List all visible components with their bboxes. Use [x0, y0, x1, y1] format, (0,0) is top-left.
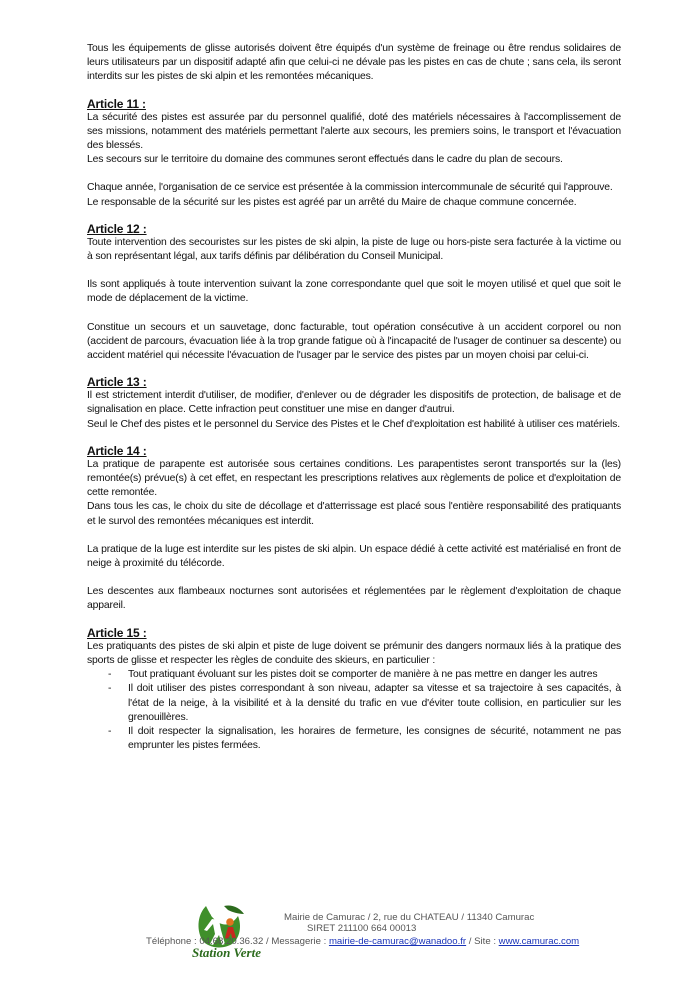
spacer: [87, 529, 621, 543]
article-12-paragraph-2: Ils sont appliqués à toute intervention suivant la zone correspondante quel que soit le moyen utilisé et quel que soit le mode de déplacement de la victime.: [87, 279, 621, 305]
footer-siret: SIRET 211100 664 00013: [307, 923, 417, 934]
article-title: Article 13: [87, 375, 140, 390]
spacer: [87, 264, 621, 278]
station-verte-logo: [188, 900, 264, 960]
list-item: [87, 725, 621, 753]
footer-site-label: / Site :: [466, 936, 499, 947]
list-item: [87, 682, 621, 725]
article-13-paragraph-1: Il est strictement interdit d'utiliser, de modifier, d'enlever ou de dégrader les dispositifs de protection, de balisage et de signalisation en place. Cette infraction peut constituer une mise en danger d'autrui.: [87, 390, 621, 416]
spacer: [87, 571, 621, 585]
intro-paragraph: Tous les équipements de glisse autorisés doivent être équipés d'un système de freinage ou être rendus solidaires de leurs utilisateurs par un dispositif adapté afin que celui-ci ne dévale pas les pistes en cas de chute ; sans cela, ils seront interdits sur les pistes de ski alpin et les remontées mécaniques.: [87, 43, 621, 83]
regulation-text: [87, 42, 621, 753]
dash-bullet: -: [108, 669, 112, 681]
title-colon: :: [139, 625, 147, 640]
article-13-heading: [87, 375, 621, 389]
article-title: Article 15: [87, 625, 140, 640]
article-title: Article 12: [87, 221, 140, 236]
article-title: Article 11: [87, 96, 139, 111]
logo-wordmark: Station Verte: [192, 945, 261, 960]
title-colon: :: [139, 375, 147, 390]
title-colon: :: [138, 96, 146, 111]
article-title: Article 14: [87, 443, 140, 458]
article-11-paragraph-4: Le responsable de la sécurité sur les pistes est agréé par un arrêté du Maire de chaque commune concernée.: [87, 196, 577, 208]
list-item: [87, 668, 621, 682]
article-15-heading: [87, 626, 621, 640]
article-11-paragraph-1: La sécurité des pistes est assurée par du personnel qualifié, doté des matériels nécessaires à l'accomplissement de ses missions, notamment des matériels permettant l'alerte aux secours, les premiers soins, le transport et l'évacuation des blessés.: [87, 111, 621, 152]
list-item-text: Il doit utiliser des pistes correspondant à son niveau, adapter sa vitesse et sa trajectoire à ses capacités, à l'état de la neige, à la visibilité et à la densité du trafic en vue d'éviter toute collision, en particulier sur les grenouillères.: [128, 683, 621, 723]
article-12-paragraph-1: Toute intervention des secouristes sur les pistes de ski alpin, la piste de luge ou hors-piste sera facturée à la victime ou à son représentant légal, aux tarifs définis par délibération du Conseil Municipal.: [87, 236, 621, 263]
footer-phone: Téléphone : 04.68.20.36.32 / Messagerie :: [146, 936, 329, 947]
title-colon: :: [139, 221, 147, 236]
title-colon: :: [139, 443, 147, 458]
article-13-paragraph-2: Seul le Chef des pistes et le personnel du Service des Pistes et le Chef d'exploitation est habilité à utiliser ces matériels.: [87, 418, 620, 430]
article-11-paragraph-3: Chaque année, l'organisation de ce service est présentée à la commission intercommunale de sécurité qui l'approuve.: [87, 182, 613, 194]
article-11-paragraph-2: Les secours sur le territoire du domaine des communes seront effectués dans le cadre du plan de secours.: [87, 154, 563, 166]
article-12-paragraph-3: Constitue un secours et un sauvetage, donc facturable, tout opération consécutive à un accident corporel ou non (accident de parcours, évacuation liée à la trop grande fatigue où à l'incapacité de l'usager de continuer sa descente) ou accident matériel qui nécessite l'évacuation de l'usager par le service des pistes par un moyen choisi par celui-ci.: [87, 321, 621, 362]
dash-bullet: -: [108, 683, 112, 695]
footer-contact: [146, 936, 579, 947]
article-14-paragraph-4: Les descentes aux flambeaux nocturnes sont autorisées et réglementées par le règlement d'exploitation de chaque appareil.: [87, 586, 621, 612]
page-footer: [0, 900, 700, 990]
list-item-text: Tout pratiquant évoluant sur les pistes doit se comporter de manière à ne pas mettre en danger les autres: [128, 669, 598, 681]
article-15-rules-list: [87, 668, 621, 753]
footer-website-link[interactable]: www.camurac.com: [498, 936, 580, 947]
article-14-paragraph-3: La pratique de la luge est interdite sur les pistes de ski alpin. Un espace dédié à cette activité est matérialisé en front de neige à proximité du télécorde.: [87, 543, 621, 570]
station-verte-logo-icon: [188, 900, 264, 960]
article-14-paragraph-1: La pratique de parapente est autorisée sous certaines conditions. Les parapentistes seront transportés sur la (les) remontée(s) prévue(s) à cet effet, en respectant les prescriptions relatives aux règlements de police et d'exploitation de cette remontée.: [87, 458, 621, 499]
article-14-heading: [87, 444, 621, 458]
article-15-paragraph-1: Les pratiquants des pistes de ski alpin et piste de luge doivent se prémunir des dangers normaux liés à la pratique des sports de glisse et respecter les règles de conduite des skieurs, en particulier :: [87, 640, 621, 666]
article-12-heading: [87, 222, 621, 236]
article-11-heading: [87, 97, 621, 111]
list-item-text: Il doit respecter la signalisation, les horaires de fermeture, les consignes de sécurité, notamment ne pas emprunter les pistes fermées.: [128, 725, 621, 752]
footer-email-link[interactable]: mairie-de-camurac@wanadoo.fr: [328, 936, 467, 947]
article-14-paragraph-2: Dans tous les cas, le choix du site de décollage et d'atterrissage est placé sous l'entière responsabilité des pratiquants et le survol des remontées mécaniques est interdit.: [87, 501, 621, 527]
spacer: [87, 167, 621, 181]
spacer: [87, 307, 621, 321]
footer-address: Mairie de Camurac / 2, rue du CHATEAU / 11340 Camurac: [284, 912, 535, 923]
dash-bullet: -: [108, 725, 112, 737]
